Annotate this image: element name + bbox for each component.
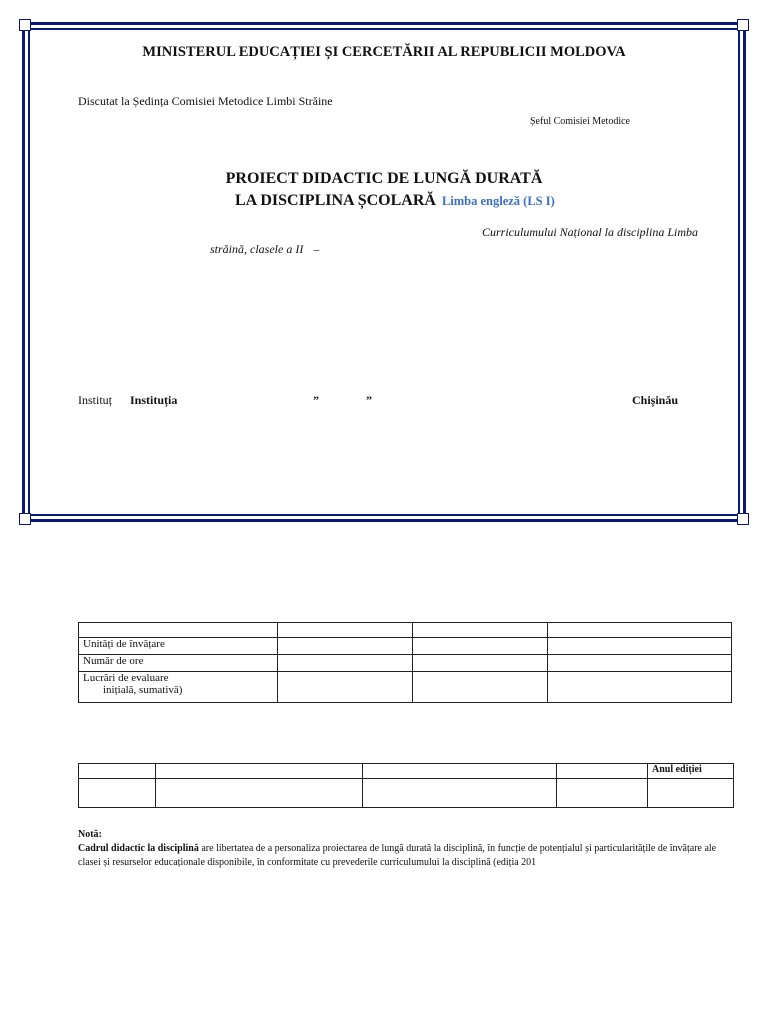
table-row — [79, 779, 734, 808]
grades-text: străină, clasele a II — [210, 242, 304, 256]
corner-ornament-icon — [19, 19, 31, 31]
document-title: PROIECT DIDACTIC DE LUNGĂ DURATĂ — [225, 170, 543, 187]
institution-label-short: Instituț — [78, 393, 113, 407]
textbook-table — [78, 763, 734, 808]
quote-close: ” — [366, 393, 372, 407]
row-label: Unități de învățare — [79, 638, 278, 655]
row-label-main: Lucrări de evaluare — [83, 672, 169, 684]
quote-open: ” — [313, 393, 319, 407]
curriculum-line: Curriculumului Național la disciplina Limba — [482, 225, 699, 239]
note-bold: Cadrul didactic la disciplină — [78, 843, 199, 854]
table-header-row — [79, 764, 734, 779]
corner-ornament-icon — [737, 19, 749, 31]
subject-name: Limba engleză (LS I) — [441, 194, 555, 208]
note-title: Notă: — [78, 829, 102, 840]
corner-ornament-icon — [19, 513, 31, 525]
row-label: Număr de ore — [79, 655, 278, 672]
table-row — [79, 655, 732, 672]
subtitle-text: LA DISCIPLINA ȘCOLARĂ — [235, 192, 436, 209]
discussed-at-line: Discutat la Ședința Comisiei Metodice Limbi Străine — [78, 94, 333, 108]
head-of-commission: Șeful Comisiei Metodice — [530, 116, 630, 127]
note-body: are libertatea de a personaliza proiectarea de lungă durată la disciplină, în funcție de potențialul și particularitățile de învățare ale clasei și resurselor educaționale disponibile, în conformitate cu prevederile curriculumului la disciplină (ediția 201 — [78, 843, 717, 868]
note-block — [78, 828, 738, 870]
grades-dash: – — [313, 242, 320, 256]
table-row — [79, 638, 732, 655]
document-subtitle — [235, 192, 555, 210]
row-label-sub: inițială, sumativă) — [103, 684, 183, 696]
note-text — [78, 842, 738, 870]
units-table — [78, 622, 732, 703]
corner-ornament-icon — [737, 513, 749, 525]
grades-line — [210, 242, 319, 257]
ministry-heading: MINISTERUL EDUCAȚIEI ȘI CERCETĂRII AL REPUBLICII MOLDOVA — [142, 44, 626, 60]
table-row — [79, 672, 732, 703]
institution-label: Instituția — [130, 393, 178, 407]
table-header-row — [79, 623, 732, 638]
row-label — [79, 672, 278, 703]
city-name: Chișinău — [632, 393, 679, 407]
edition-year-header: Anul ediției — [648, 764, 734, 779]
